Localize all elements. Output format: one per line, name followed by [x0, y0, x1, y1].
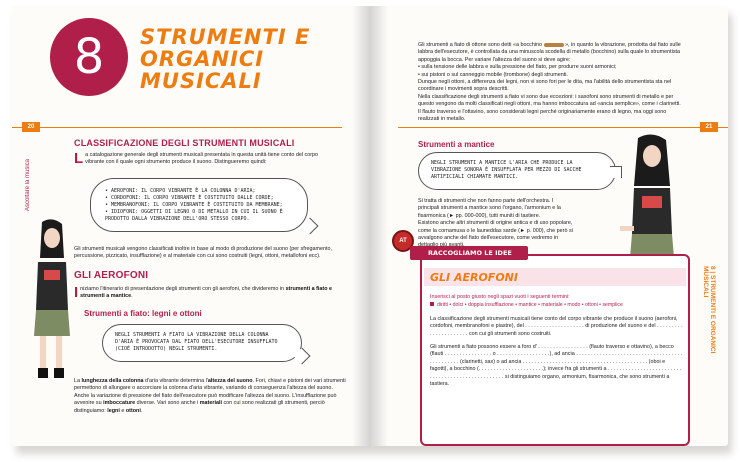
right-page	[370, 6, 728, 446]
mouthpiece-icon	[544, 43, 564, 47]
exercise-instruction: Inserisci al posto giusto negli spazi vuoti i seguenti termini:	[430, 294, 570, 300]
summary-title: GLI AEROFONI	[430, 271, 518, 284]
mantice-text: Si tratta di strumenti che non fanno parte dell'orchestra. I principali strumenti a mantice sono l'organo, l'armonium e la fisarmonica (► pp. 000-000), tutti muniti di tastiere.	[418, 198, 561, 219]
bottom-bold: ottoni	[125, 407, 141, 414]
header-rule	[398, 127, 728, 128]
header-rule	[12, 127, 342, 128]
intro-text: a catalogazione generale degli strumenti musicali presentata in questa unità tiene conto del corpo vibrante con il quale ogni strumento produce il suono. Distingueremo quindi:	[85, 152, 319, 166]
bottom-bold: altezza del suono	[207, 378, 253, 384]
speech-bubble-classification	[90, 178, 308, 232]
bottom-bold: materiali	[199, 400, 222, 407]
classification-paragraph: Gli strumenti musicali vengono classificati inoltre in base al modo di produzione del suono (per sfregamento, percussione, pizzicato, insufflazione) e al materiale con cui sono costruiti (legni, ottoni, metallofoni ecc).	[74, 246, 332, 260]
bottom-text: .	[140, 407, 143, 414]
summary-tab: RACCOGLIAMO LE IDEE	[410, 246, 528, 260]
aerofoni-text: niziamo l'itinerario di presentazione degli strumenti con gli aerofoni, che divideremo in	[80, 286, 286, 292]
ottoni-text: Gli strumenti a fiato di ottone sono detti «a bocchino	[418, 42, 543, 48]
left-page	[12, 6, 370, 446]
fill-in-paragraph-2[interactable]: Gli strumenti a fiato possono essere a foro d' . . . . . . . . . . . . . . . . . (flauto traverso e ottavino), a becco (flauti . . . . . . . . . . . . . . . . o . . . . . . . . . . . . . . . . . .), ad ancia . . . . . . . . . . . . . . . . . . . . . . . . . . . . . . . . . . . . . . . . . . . . . . (clarinetti, sax) o ad ancia . . . . . . . . . . . . . . . . . . . . . . . . . . . . . . . . . . . . . . . . . . (oboi e fagotti), a bocchino (. . . . . . . . . . . . . . . . . . . . . .); invece fra gli strumenti a . . . . . . . . . . . . . . . . . . . . . . . . . . . . . . . . . . . . . . . . . . . . . . . . . . si distinguiamo organo, armonium, fisarmonica, che sono strumenti a tastiera.	[430, 344, 683, 388]
bottom-text: d'aria vibrante determina l'	[143, 378, 208, 384]
chapter-title: STRUMENTI E ORGANICI MUSICALI	[140, 25, 311, 93]
mantice-paragraph	[418, 198, 576, 250]
bottom-bold: legni	[107, 407, 120, 414]
bottom-bold: imboccature	[103, 400, 136, 407]
speech-bubble-fiato: NEGLI STRUMENTI A FIATO LA VIBRAZIONE DELLA COLONNA D'ARIA È PROVOCATA DAL FIATO DELL'ESECUTORE INSUFFLATO (CIOÈ INTRODOTTO) NEGLI STRUMENTI.	[102, 324, 302, 362]
ottoni-paragraph	[418, 42, 682, 123]
aerofoni-text-end: .	[131, 293, 133, 300]
section-heading-aerofoni: GLI AEROFONI	[74, 270, 149, 281]
bubble-line: • MEMBRANOFONI: IL CORPO VIBRANTE È COSTITUITO DA MEMBRANE;	[105, 202, 283, 208]
page-number: 20	[22, 122, 40, 132]
section-heading-classificazione: CLASSIFICAZIONE DEGLI STRUMENTI MUSICALI	[74, 138, 295, 148]
dropcap-i: I	[74, 284, 79, 301]
side-section-label: Ascoltare la musica	[25, 158, 31, 211]
ottoni-text: », in quanto la vibrazione, prodotta dal fiato sulle labbra dell'esecutore, è controllata da una minuscola scodella di metallo (bocchino) sulla quale lo strumentista appoggia la bocca. Per variare l'altezza del suono si deve agire:	[418, 42, 681, 63]
mantice-text: Esistono anche altri strumenti di origine antica e di uso popolare, come la cornamusa o le launeddas sarde (► p. 000), che però si avvalgono anche del fiato dell'esecutore, come vedremo in	[418, 220, 573, 242]
bottom-text: La	[74, 378, 82, 384]
bullet-square-icon	[430, 302, 434, 306]
eccezioni-text: Nella classificazione degli strumenti a fiato vi sono due eccezioni: i saxofoni sono strumenti di metallo e per questo vengono da molti classificati negli ottoni, ma hanno imboccatura ad «ancia semplice», come i clarinetti. Il flauto traverso e l'ottavino, sono considerati legni perché originariamente erano di legno, ma oggi sono realizzati in metallo.	[418, 93, 681, 123]
intro-paragraph	[74, 152, 334, 167]
list-item: • sulla tensione delle labbra e sulla pressione del fiato, per produrre suoni armonici;	[418, 64, 617, 71]
aerofoni-text-bold: strumenti a fiato e strumenti a mantice	[80, 286, 332, 300]
bottom-bold: lunghezza della colonna	[81, 378, 144, 384]
speech-bubble-mantice: NEGLI STRUMENTI A MANTICE L'ARIA CHE PRODUCE LA VIBRAZIONE SONORA È INSUFFLATA PER MEZZO DI SACCHE ARTIFICIALI CHIAMATE MANTICI.	[418, 152, 616, 190]
word-bank	[430, 302, 685, 308]
page-number: 21	[700, 122, 718, 132]
bottom-text: . Fori, chiavi e pistoni dei vari strumenti permettono di allungare o accorciare la colonna d'aria vibrante, variando di conseguenza l'altezza del suono. Anche la variazione di pressione del fiato dell'esecutore può modificare l'altezza del suono. L'insufflazione può avvenire su	[74, 378, 346, 407]
bottom-text: con cui sono realizzati gli strumenti, perciò distinguiamo:	[74, 400, 325, 414]
bubble-line: • CORDOFONI: IL CORPO VIBRANTE È COSTITUITO DALLE CORDE;	[105, 195, 274, 201]
open-book	[12, 6, 728, 452]
subheading-fiato: Strumenti a fiato: legni e ottoni	[84, 309, 202, 318]
chapter-number-badge: 8	[50, 18, 128, 96]
bottom-text: diverse. Vari sono anche i	[135, 400, 200, 407]
bubble-line: • IDIOFONI: OGGETTI DI LEGNO O DI METALLO IN CUI IL SUONO È PRODOTTO DALLA VIBRAZIONE DELL'ORO STESSO CORPO.	[105, 209, 283, 222]
word-list: diritti • dolci • doppia insufflazione • mantice • materiale • modo • ottoni • semplice	[437, 302, 623, 308]
ottoni-text: Dunque negli ottoni, a differenza dei legni, non vi sono fori per le dita, ma l'abilità dello strumentista sta nel coordinare i movimenti sopra descritti.	[418, 79, 672, 93]
dropcap-l: L	[74, 150, 84, 167]
lightbulb-icon: AT	[392, 230, 414, 252]
subheading-mantice: Strumenti a mantice	[418, 140, 495, 149]
aerofoni-paragraph	[74, 286, 336, 301]
list-item: • sui pistoni o sul canneggio mobile (trombone) degli strumenti.	[418, 71, 568, 78]
student-illustration-left	[28, 218, 74, 382]
bottom-paragraph	[74, 378, 346, 415]
bubble-line: • AEROFONI: IL CORPO VIBRANTE È LA COLONNA D'ARIA;	[105, 188, 256, 194]
fill-in-paragraph-1[interactable]: La classificazione degli strumenti musicali tiene conto del corpo vibrante che produce il suono (aerofoni, cordofoni, membranofoni e piastre), del . . . . . . . . . . . . . . . . . . . . di produzione del suono e del . . . . . . . . . . . . . . . . . . . . . . con cui gli strumenti sono costruiti.	[430, 316, 683, 337]
side-chapter-label: 8 | STRUMENTI E ORGANICI MUSICALI	[702, 266, 716, 354]
bottom-text: e	[119, 407, 126, 414]
